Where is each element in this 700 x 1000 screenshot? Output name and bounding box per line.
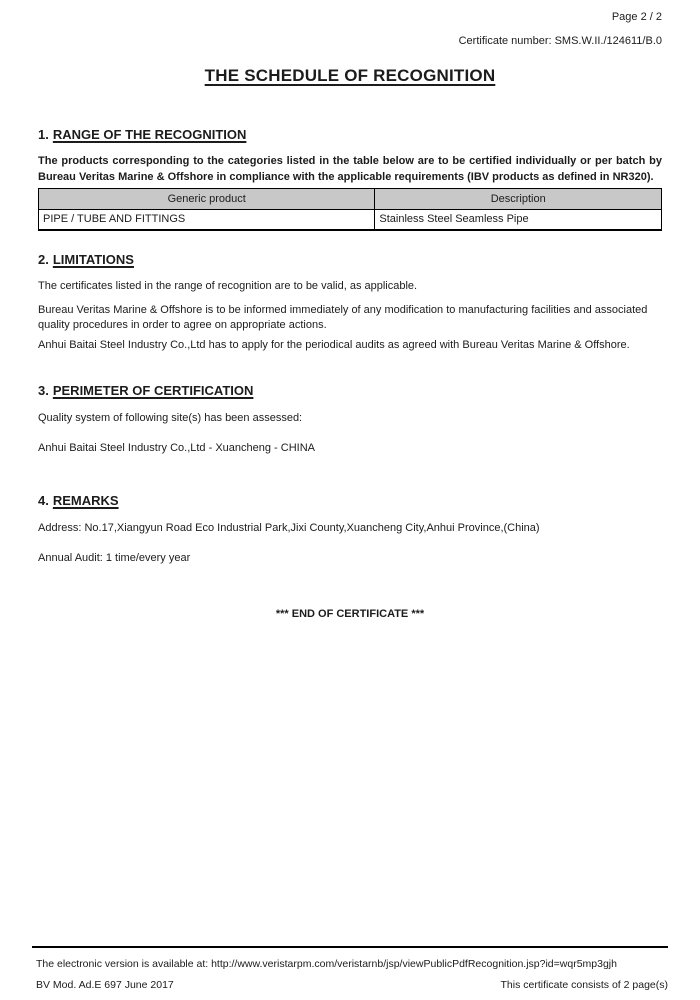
- cell-description: Stainless Steel Seamless Pipe: [375, 210, 662, 231]
- electronic-version-note: The electronic version is available at: http://www.veristarpm.com/veristarnb/jsp/viewPublicPdfRecognition.jsp?id=wqr5mp3gjh: [36, 958, 617, 970]
- perimeter-site: Anhui Baitai Steel Industry Co.,Ltd - Xuancheng - CHINA: [38, 441, 315, 454]
- section-2-heading: [38, 252, 662, 267]
- form-reference: BV Mod. Ad.E 697 June 2017: [36, 979, 174, 991]
- footer-row: [36, 979, 668, 992]
- limitations-paragraph: Bureau Veritas Marine & Offshore is to be informed immediately of any modification to manufacturing facilities and associated quality procedures in order to agree on appropriate actions.: [38, 303, 648, 331]
- page-footer: [32, 946, 668, 992]
- section-2-title: LIMITATIONS: [52, 252, 134, 267]
- column-header-generic-product: Generic product: [39, 189, 375, 210]
- page-indicator: Page 2 / 2: [611, 11, 662, 23]
- range-intro-paragraph: The products corresponding to the categories listed in the table below are to be certified individually or per batch by Bureau Veritas Marine & Offshore in compliance with the applicable requirements (IBV products as defined in NR320).: [38, 155, 662, 183]
- end-of-certificate-marker: *** END OF CERTIFICATE ***: [275, 608, 425, 620]
- perimeter-paragraph: Quality system of following site(s) has been assessed:: [38, 412, 303, 424]
- column-header-description: Description: [375, 189, 662, 210]
- page-header-meta: [38, 10, 662, 49]
- section-1-number: 1.: [38, 127, 49, 142]
- section-4-heading: [38, 493, 662, 508]
- section-3-title: PERIMETER OF CERTIFICATION: [52, 383, 254, 398]
- table-header-row: [39, 189, 662, 210]
- remarks-annual-audit: Annual Audit: 1 time/every year: [38, 551, 191, 564]
- section-4-title: REMARKS: [52, 493, 119, 508]
- limitations-paragraph: Anhui Baitai Steel Industry Co.,Ltd has to apply for the periodical audits as agreed with Bureau Veritas Marine & Offshore.: [38, 338, 630, 351]
- cell-generic-product: PIPE / TUBE AND FITTINGS: [39, 210, 375, 231]
- section-2-number: 2.: [38, 252, 49, 267]
- section-1-heading: [38, 127, 662, 142]
- table-row: [39, 210, 662, 231]
- section-3-heading: [38, 383, 662, 398]
- section-1-title: RANGE OF THE RECOGNITION: [52, 127, 247, 142]
- certificate-number: Certificate number: SMS.W.II./124611/B.0: [458, 35, 662, 47]
- limitations-paragraph: The certificates listed in the range of recognition are to be valid, as applicable.: [38, 280, 418, 292]
- remarks-address: Address: No.17,Xiangyun Road Eco Industrial Park,Jixi County,Xuancheng City,Anhui Province,(China): [38, 522, 540, 534]
- section-4-number: 4.: [38, 493, 49, 508]
- section-3-number: 3.: [38, 383, 49, 398]
- recognition-table: [38, 188, 662, 231]
- page-count-note: This certificate consists of 2 page(s): [500, 979, 668, 991]
- document-title: THE SCHEDULE OF RECOGNITION: [204, 66, 496, 85]
